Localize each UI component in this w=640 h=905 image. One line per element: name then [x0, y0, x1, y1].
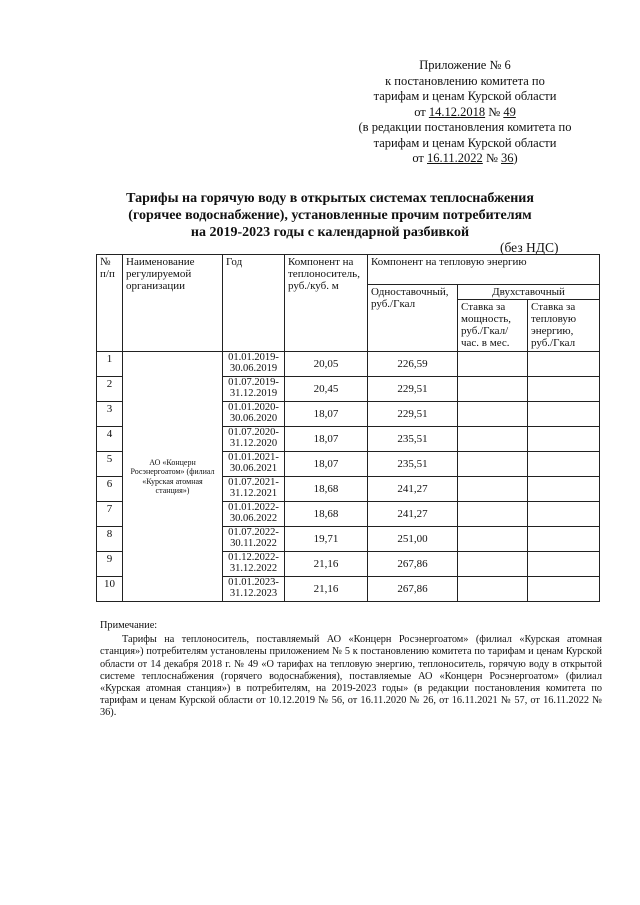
appendix-line7: [330, 151, 600, 167]
row-carrier-value: 18,68: [285, 477, 368, 502]
row-single-rate: 229,51: [368, 377, 458, 402]
header-year: Год: [223, 255, 285, 352]
appendix-line7-date: 16.11.2022: [427, 151, 483, 165]
row-period: 01.01.2023-31.12.2023: [223, 577, 285, 602]
row-number: 7: [97, 502, 123, 527]
row-power-rate: [458, 502, 528, 527]
note-text: Тарифы на теплоноситель, поставляемый АО «Концерн Росэнергоатом» (филиал «Курская атомная станция») потребителям установлены приложением № 5 к постановлению комитета по тарифам и ценам Курской области от 14 декабря 2018 г. № 49 «О тарифах на тепловую энергию, теплоноситель, горячую воду в открытой системе теплоснабжения (горячего водоснабжения), поставляемые АО «Концерн Росэнергоатом» (филиал «Курская атомная станция») в потребителям, на 2019-2023 годы» (в редакции постановления комитета по тарифам и ценам Курской области от 10.12.2019 № 56, от 16.11.2020 № 26, от 16.11.2021 № 57, от 16.11.2022 № 36).: [100, 634, 602, 719]
row-heat-rate: [528, 502, 600, 527]
row-heat-rate: [528, 352, 600, 377]
row-carrier-value: 18,07: [285, 402, 368, 427]
title-line2: (горячее водоснабжение), установленные прочим потребителям: [128, 208, 532, 223]
header-carrier: Компонент на теплоноситель, руб./куб. м: [285, 255, 368, 352]
title-line1: Тарифы на горячую воду в открытых системах теплоснабжения: [126, 191, 534, 206]
row-power-rate: [458, 427, 528, 452]
row-number: 1: [97, 352, 123, 377]
appendix-line4-num: 49: [503, 104, 516, 119]
row-single-rate: 251,00: [368, 527, 458, 552]
row-number: 2: [97, 377, 123, 402]
row-number: 3: [97, 402, 123, 427]
row-power-rate: [458, 552, 528, 577]
row-carrier-value: 18,07: [285, 452, 368, 477]
appendix-line4: [330, 105, 600, 121]
row-period: 01.01.2019-30.06.2019: [223, 352, 285, 377]
row-period: 01.07.2021-31.12.2021: [223, 477, 285, 502]
row-carrier-value: 21,16: [285, 577, 368, 602]
row-single-rate: 241,27: [368, 477, 458, 502]
note-heading: Примечание:: [100, 620, 158, 631]
row-carrier-value: 21,16: [285, 552, 368, 577]
row-heat-rate: [528, 477, 600, 502]
row-period: 01.07.2020-31.12.2020: [223, 427, 285, 452]
appendix-line7-prefix: от: [412, 151, 428, 165]
row-period: 01.12.2022-31.12.2022: [223, 552, 285, 577]
header-single: Одноставочный, руб./Гкал: [368, 285, 458, 352]
row-power-rate: [458, 577, 528, 602]
vat-note: (без НДС): [500, 240, 559, 255]
appendix-line5: (в редакции постановления комитета по: [358, 120, 572, 134]
row-carrier-value: 18,68: [285, 502, 368, 527]
row-period: 01.01.2021-30.06.2021: [223, 452, 285, 477]
row-number: 4: [97, 427, 123, 452]
tariff-table-body: [97, 352, 600, 602]
row-period: 01.07.2022-30.11.2022: [223, 527, 285, 552]
row-period: 01.01.2020-30.06.2020: [223, 402, 285, 427]
tariff-table: [96, 254, 600, 602]
appendix-header: [330, 58, 600, 167]
organization-name: АО «Концерн Росэнергоатом» (филиал «Курская атомная станция»): [123, 352, 223, 602]
appendix-line7-mid: №: [482, 151, 501, 165]
appendix-line2: к постановлению комитета по: [385, 73, 545, 88]
header-org: Наименование регулируемой организации: [123, 255, 223, 352]
row-power-rate: [458, 477, 528, 502]
row-carrier-value: 20,45: [285, 377, 368, 402]
appendix-line4-date: 14.12.2018: [428, 104, 486, 119]
row-power-rate: [458, 352, 528, 377]
appendix-line7-num: 36: [501, 151, 514, 165]
row-number: 8: [97, 527, 123, 552]
appendix-line7-suffix: ): [513, 151, 518, 165]
row-carrier-value: 19,71: [285, 527, 368, 552]
row-period: 01.07.2019-31.12.2019: [223, 377, 285, 402]
row-heat-rate: [528, 552, 600, 577]
header-energy: Компонент на тепловую энергию: [368, 255, 600, 285]
row-heat-rate: [528, 452, 600, 477]
row-single-rate: 267,86: [368, 577, 458, 602]
row-single-rate: 267,86: [368, 552, 458, 577]
header-num: № п/п: [97, 255, 123, 352]
row-carrier-value: 20,05: [285, 352, 368, 377]
title-line3: на 2019-2023 годы с календарной разбивкой: [190, 225, 470, 240]
row-period: 01.01.2022-30.06.2022: [223, 502, 285, 527]
row-heat-rate: [528, 527, 600, 552]
row-single-rate: 235,51: [368, 427, 458, 452]
header-heat: Ставка за тепловую энергию, руб./Гкал: [528, 300, 600, 352]
row-heat-rate: [528, 402, 600, 427]
appendix-line4-prefix: от: [414, 104, 429, 119]
row-number: 5: [97, 452, 123, 477]
table-row: [97, 352, 600, 377]
row-power-rate: [458, 377, 528, 402]
header-power: Ставка за мощность, руб./Гкал/час. в мес.: [458, 300, 528, 352]
row-single-rate: 235,51: [368, 452, 458, 477]
row-power-rate: [458, 452, 528, 477]
row-number: 10: [97, 577, 123, 602]
row-heat-rate: [528, 577, 600, 602]
row-heat-rate: [528, 427, 600, 452]
appendix-line4-mid: №: [485, 104, 504, 119]
row-number: 9: [97, 552, 123, 577]
note-block: [100, 620, 602, 720]
row-carrier-value: 18,07: [285, 427, 368, 452]
header-double: Двухставочный: [458, 285, 600, 300]
row-single-rate: 229,51: [368, 402, 458, 427]
row-power-rate: [458, 527, 528, 552]
row-power-rate: [458, 402, 528, 427]
appendix-line1: Приложение № 6: [419, 58, 511, 72]
row-single-rate: 241,27: [368, 502, 458, 527]
row-number: 6: [97, 477, 123, 502]
row-single-rate: 226,59: [368, 352, 458, 377]
document-title: [110, 190, 550, 241]
appendix-line3: тарифам и ценам Курской области: [373, 89, 557, 103]
row-heat-rate: [528, 377, 600, 402]
appendix-line6: тарифам и ценам Курской области: [373, 135, 557, 150]
